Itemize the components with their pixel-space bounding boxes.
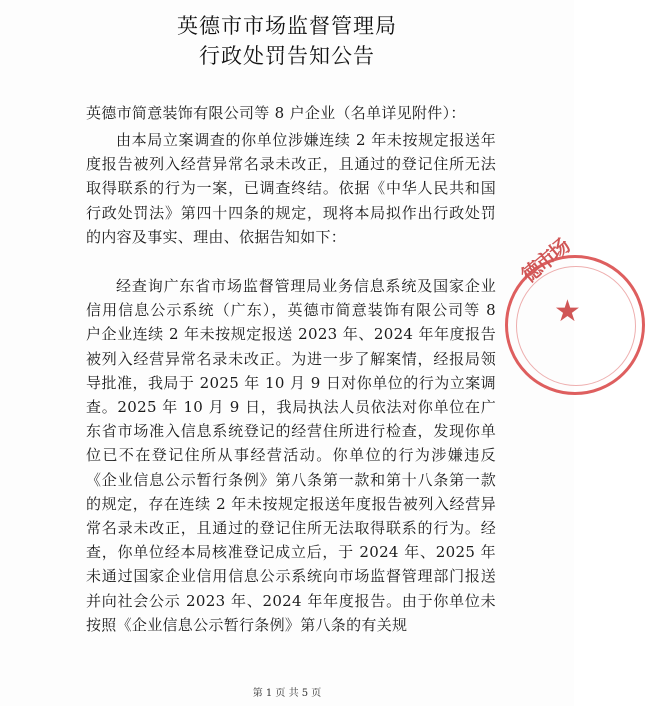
addressee-line: 英德市简意装饰有限公司等 8 户企业（名单详见附件）： (86, 104, 466, 122)
seal-lettering: 德市场 (516, 234, 574, 288)
document-title-agency: 英德市市场监督管理局 (177, 14, 397, 38)
paragraph-intro: 由本局立案调查的你单位涉嫌连续 2 年未按规定报送年度报告被列入经营异常名录未改正，且通过的登记住所无法取得联系的行为一案，已调查终结。依据《中华人民共和国行政处罚法》第四十四条的规定，现将本局拟作出行政处罚的内容及事实、理由、依据告知如下： (86, 131, 496, 246)
document-title-notice: 行政处罚告知公告 (199, 44, 375, 68)
official-seal-stamp (505, 234, 645, 395)
page-footer: 第 1 页 共 5 页 (252, 688, 322, 699)
paragraph-facts: 经查询广东省市场监督管理局业务信息系统及国家企业信用信息公示系统（广东），英德市简意装饰有限公司等 8 户企业连续 2 年未按规定报送 2023 年、2024 年年度报告被列入经营异常名录未改正。为进一步了解案情，经报局领导批准，我局于 2025 年 10 月 9 日对你单位的行为立案调查。2025 年 10 月 9 日，我局执法人员依法对你单位在广东省市场准入信息系统登记的经营住所进行检查，发现你单位已不在登记住所从事经营活动。你单位的行为涉嫌违反《企业信息公示暂行条例》第八条第一款和第十八条第一款的规定，存在连续 2 年未按规定报送年度报告被列入经营异常名录未改正，且通过的登记住所无法取得联系的行为。经查，你单位经本局核准登记成立后，于 2024 年、2025 年未通过国家企业信用信息公示系统向市场监督管理部门报送并向社会公示 2023 年、2024 年年度报告。由于你单位未按照《企业信息公示暂行条例》第八条的有关规 (86, 277, 496, 634)
seal-star-icon: ★ (554, 294, 581, 329)
